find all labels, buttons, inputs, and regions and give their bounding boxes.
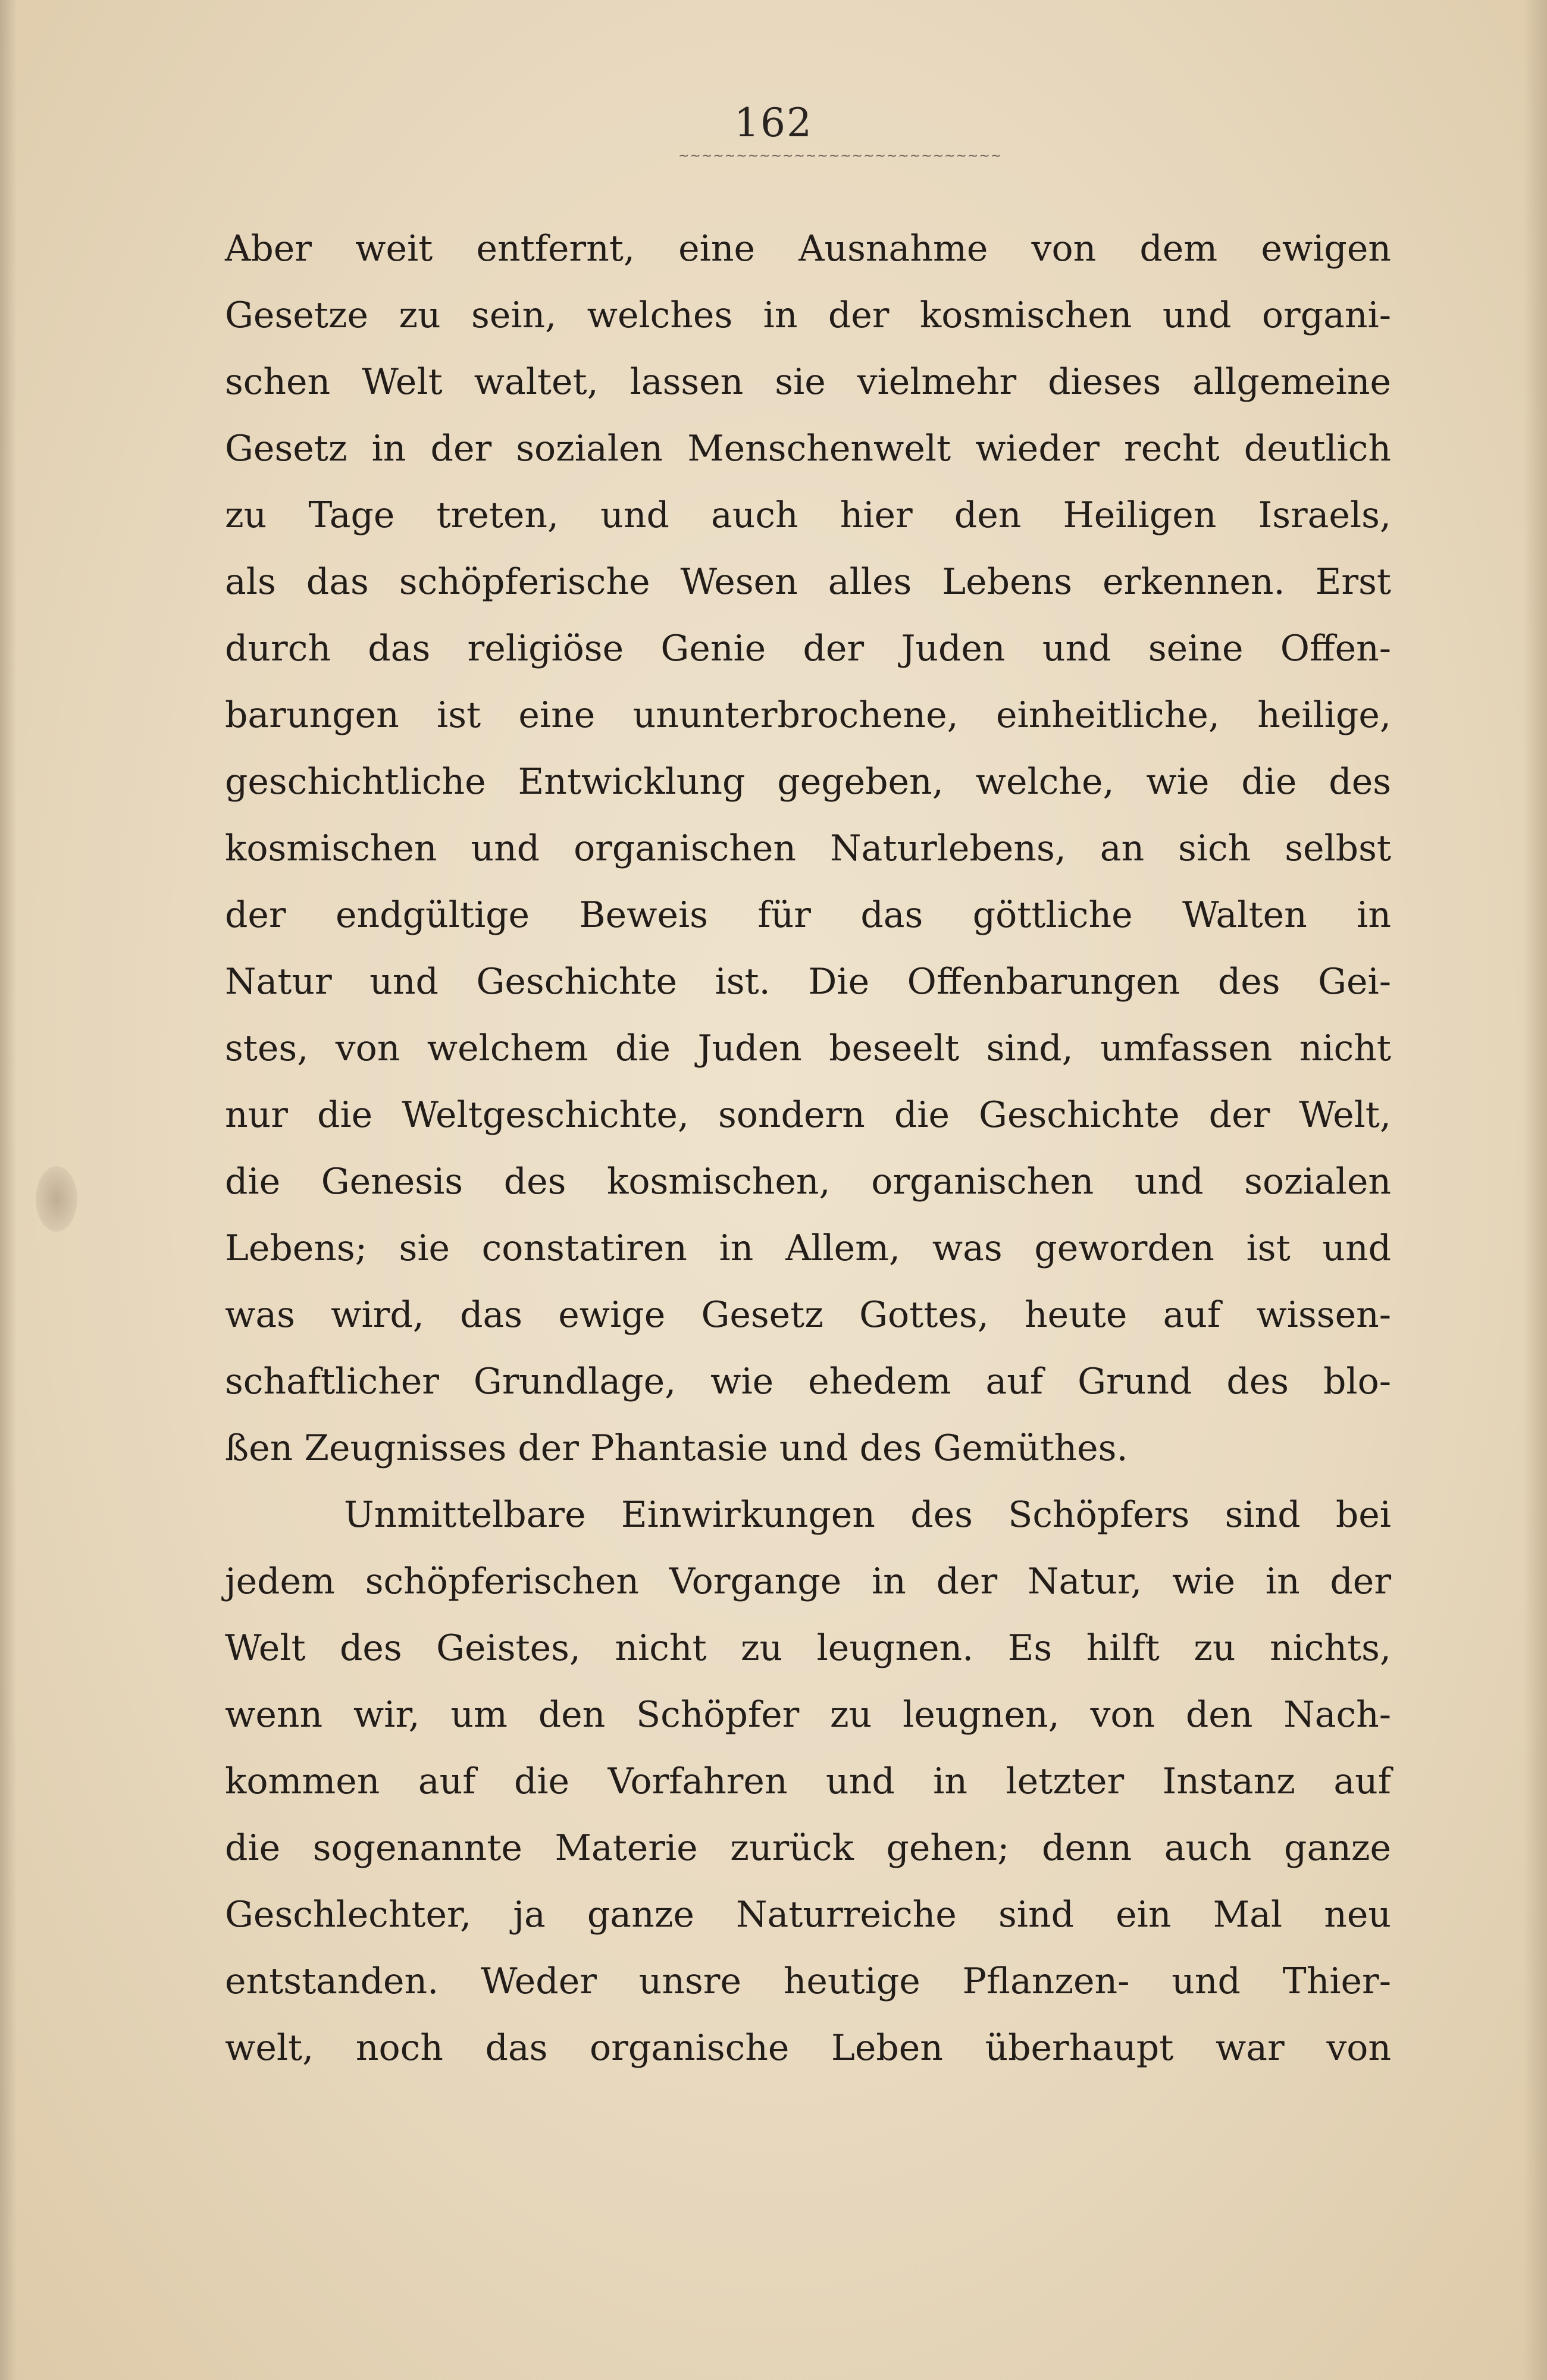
text-line: Unmittelbare Einwirkungen des Schöpfers sind bei bbox=[344, 1494, 1391, 1536]
text-line: stes, von welchem die Juden beseelt sind, umfassen nicht bbox=[225, 1028, 1391, 1069]
text-line: als das schöpferische Wesen alles Lebens erkennen. Erst bbox=[225, 561, 1391, 603]
text-line: schaftlicher Grundlage, wie ehedem auf Grund des blo- bbox=[225, 1361, 1391, 1402]
text-line: entstanden. Weder unsre heutige Pflanzen- und Thier- bbox=[225, 1961, 1391, 2002]
text-line: was wird, das ewige Gesetz Gottes, heute auf wissen- bbox=[225, 1294, 1391, 1336]
text-line: die Genesis des kosmischen, organischen und sozialen bbox=[225, 1161, 1391, 1202]
text-line: wenn wir, um den Schöpfer zu leugnen, von den Nach- bbox=[225, 1694, 1391, 1736]
text-line: durch das religiöse Genie der Juden und seine Offen- bbox=[225, 628, 1391, 669]
text-line: Aber weit entfernt, eine Ausnahme von dem ewigen bbox=[225, 228, 1391, 270]
text-line: Welt des Geistes, nicht zu leugnen. Es hilft zu nichts, bbox=[225, 1627, 1391, 1669]
text-line: nur die Weltgeschichte, sondern die Geschichte der Welt, bbox=[225, 1094, 1391, 1136]
page-edge-left bbox=[0, 0, 17, 2380]
text-line: Gesetze zu sein, welches in der kosmischen und organi- bbox=[225, 295, 1391, 336]
page-edge-right bbox=[1523, 0, 1547, 2380]
text-line: jedem schöpferischen Vorgange in der Natur, wie in der bbox=[225, 1561, 1391, 1602]
text-line: Lebens; sie constatiren in Allem, was geworden ist und bbox=[225, 1227, 1391, 1269]
text-line: welt, noch das organische Leben überhaupt war von bbox=[225, 2027, 1391, 2069]
text-line: Gesetz in der sozialen Menschenwelt wieder recht deutlich bbox=[225, 428, 1391, 469]
text-line: der endgültige Beweis für das göttliche Walten in bbox=[225, 894, 1391, 936]
text-line: barungen ist eine ununterbrochene, einheitliche, heilige, bbox=[225, 694, 1391, 736]
text-line: kosmischen und organischen Naturlebens, an sich selbst bbox=[225, 828, 1391, 869]
text-line: zu Tage treten, und auch hier den Heiligen Israels, bbox=[225, 494, 1391, 536]
header-ornament: ~~~~~~~~~~~~~~~~~~~~~~~~~~~~ bbox=[678, 149, 1003, 164]
body-text bbox=[225, 215, 1391, 2081]
text-line: schen Welt waltet, lassen sie vielmehr dieses allgemeine bbox=[225, 361, 1391, 403]
page-number: 162 bbox=[734, 100, 813, 146]
text-line: die sogenannte Materie zurück gehen; denn auch ganze bbox=[225, 1827, 1391, 1869]
text-line: Geschlechter, ja ganze Naturreiche sind ein Mal neu bbox=[225, 1894, 1391, 1936]
page-stain bbox=[36, 1166, 77, 1232]
text-line: ßen Zeugnisses der Phantasie und des Gemüthes. bbox=[225, 1427, 1128, 1469]
text-line: Natur und Geschichte ist. Die Offenbarungen des Gei- bbox=[225, 961, 1391, 1003]
text-line: kommen auf die Vorfahren und in letzter Instanz auf bbox=[225, 1761, 1391, 1802]
text-line: geschichtliche Entwicklung gegeben, welche, wie die des bbox=[225, 761, 1391, 803]
